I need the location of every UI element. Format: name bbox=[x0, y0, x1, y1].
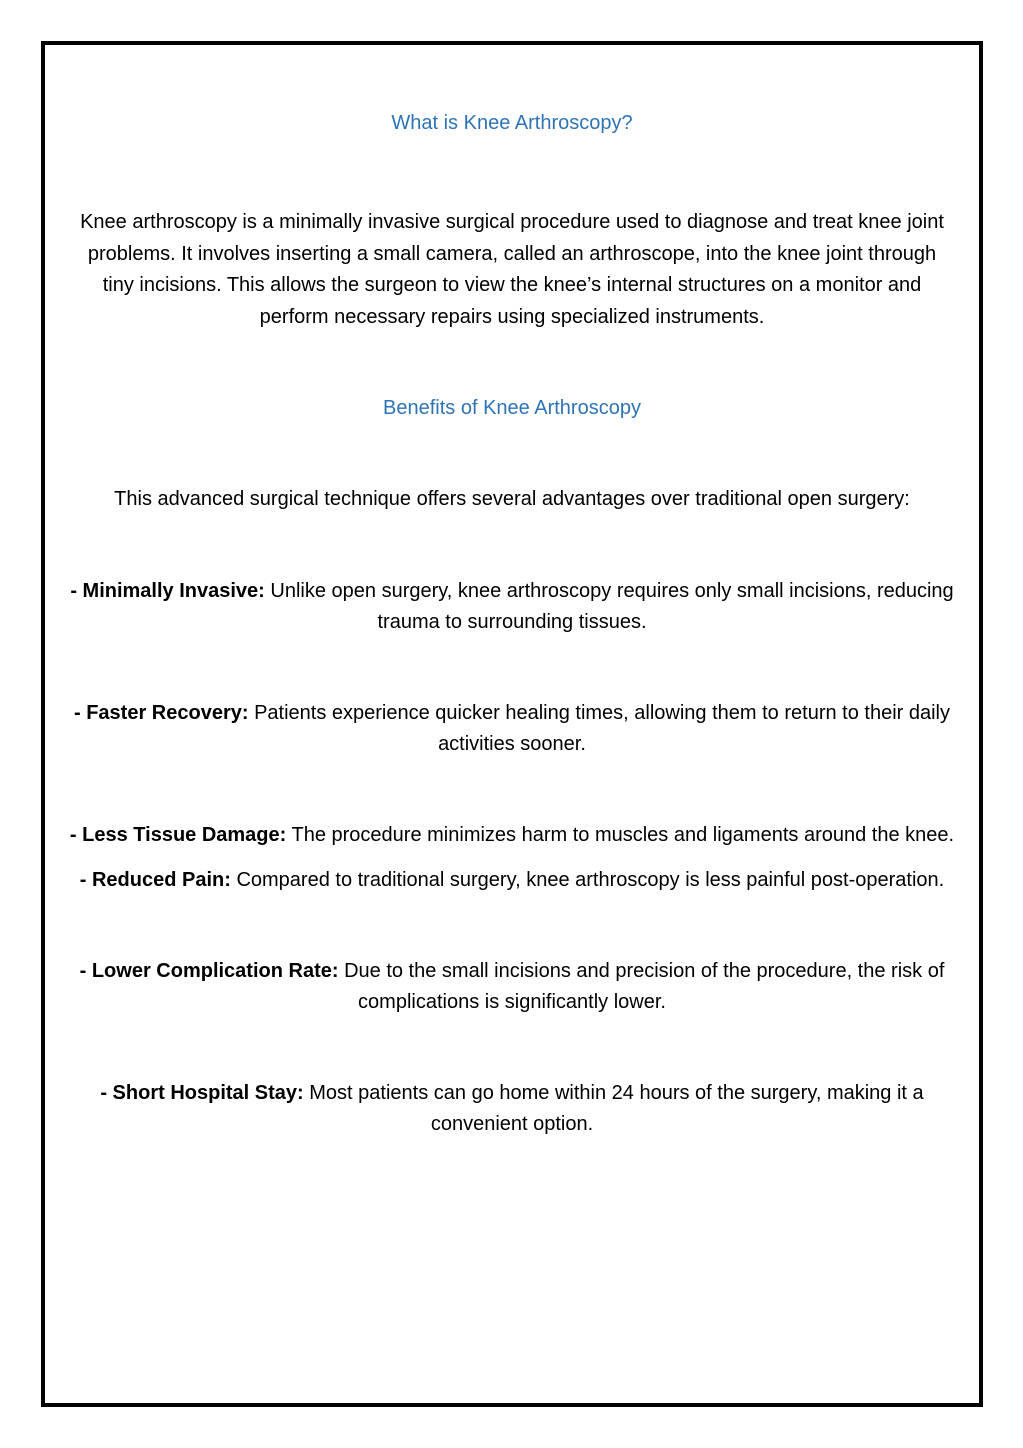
benefit-less-tissue-damage bbox=[45, 820, 979, 852]
benefit-title: - Reduced Pain: bbox=[79, 869, 231, 891]
benefit-title: - Short Hospital Stay: bbox=[100, 1081, 304, 1104]
benefit-title: - Minimally Invasive: bbox=[70, 579, 265, 602]
benefit-faster-recovery bbox=[45, 698, 979, 761]
heading-what-is: What is Knee Arthroscopy? bbox=[391, 112, 633, 134]
benefit-minimally-invasive bbox=[45, 576, 979, 639]
heading-benefits: Benefits of Knee Arthroscopy bbox=[383, 397, 641, 419]
benefit-text: The procedure minimizes harm to muscles and ligaments around the knee. bbox=[286, 823, 955, 846]
benefit-title: - Less Tissue Damage: bbox=[69, 823, 287, 846]
benefit-text: Due to the small incisions and precision of the procedure, the risk of complications is significantly lower. bbox=[338, 959, 945, 1013]
lead-paragraph: This advanced surgical technique offers several advantages over traditional open surgery: bbox=[114, 488, 910, 510]
benefit-text: Patients experience quicker healing times, allowing them to return to their daily activities sooner. bbox=[248, 701, 950, 755]
benefit-lower-complication-rate bbox=[45, 956, 979, 1019]
document-content bbox=[45, 45, 979, 1141]
benefit-text: Unlike open surgery, knee arthroscopy requires only small incisions, reducing trauma to surrounding tissues. bbox=[264, 579, 954, 633]
benefit-text: Most patients can go home within 24 hours of the surgery, making it a convenient option. bbox=[303, 1081, 924, 1135]
benefit-text: Compared to traditional surgery, knee arthroscopy is less painful post-operation. bbox=[230, 869, 945, 891]
intro-paragraph: Knee arthroscopy is a minimally invasive surgical procedure used to diagnose and treat knee joint problems. It involves inserting a small camera, called an arthroscope, into the knee joint through tiny incisions. This allows the surgeon to view the knee’s internal structures on a monitor and perform necessary repairs using specialized instruments. bbox=[80, 211, 944, 328]
benefit-reduced-pain bbox=[45, 865, 979, 897]
benefit-title: - Lower Complication Rate: bbox=[79, 959, 339, 982]
benefit-title: - Faster Recovery: bbox=[73, 701, 249, 724]
benefit-short-hospital-stay bbox=[45, 1078, 979, 1141]
